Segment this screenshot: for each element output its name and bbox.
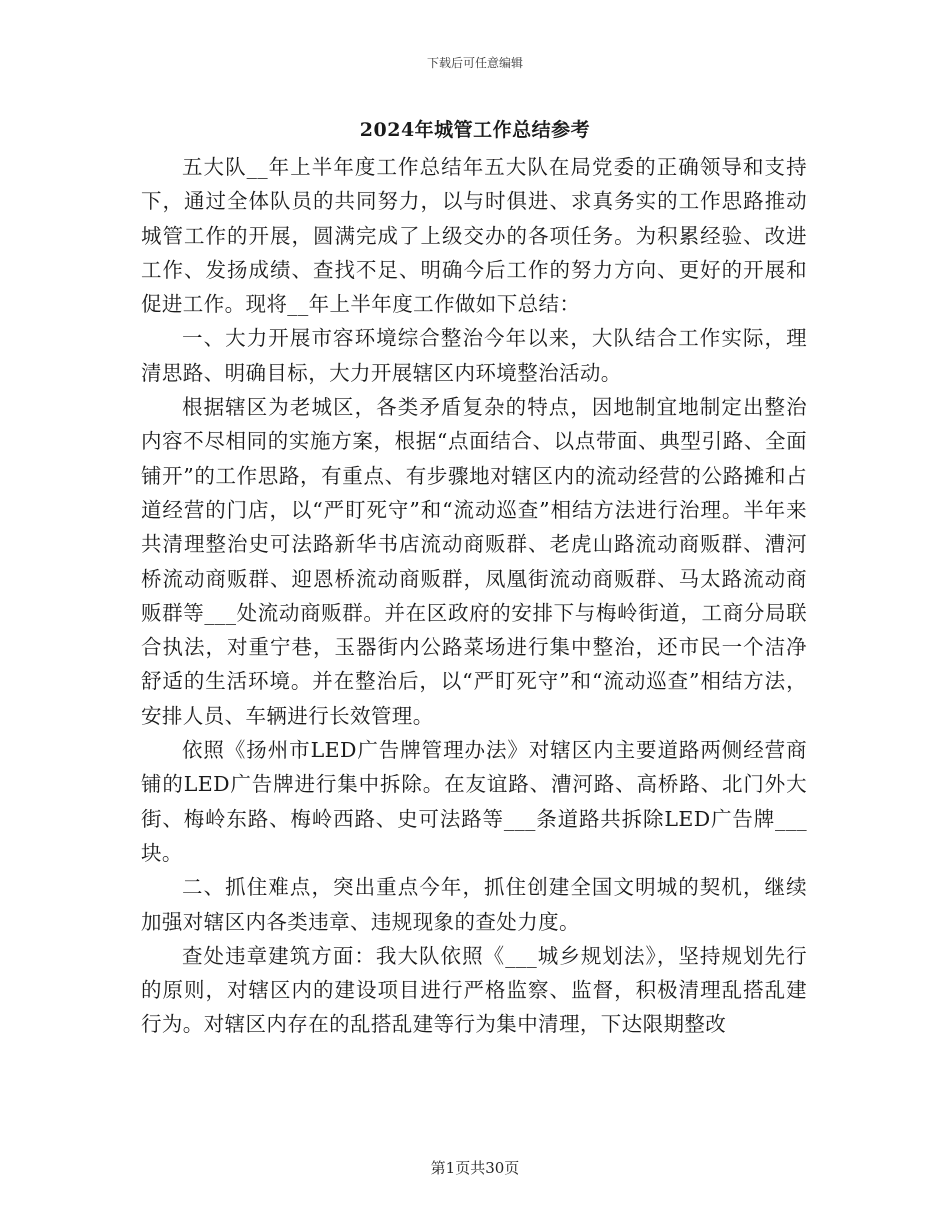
paragraph-street-vendors: 根据辖区为老城区，各类矛盾复杂的特点，因地制宜地制定出整治内容不尽相同的实施方案，根据“点面结合、以点带面、典型引路、全面铺开”的工作思路，有重点、有步骤地对辖区内的流动经营的公路摊和占道经营的门店，以“严盯死守”和“流动巡查”相结方法进行治理。半年来共清理整治史可法路新华书店流动商贩群、老虎山路流动商贩群、漕河桥流动商贩群、迎恩桥流动商贩群，凤凰街流动商贩群、马太路流动商贩群等___处流动商贩群。并在区政府的安排下与梅岭街道，工商分局联合执法，对重宁巷，玉器街内公路菜场进行集中整治，还市民一个洁净舒适的生活环境。并在整治后，以“严盯死守”和“流动巡查”相结方法，安排人员、车辆进行长效管理。 xyxy=(141,395,807,728)
page-footer: 第1页共30页 xyxy=(430,1159,520,1177)
paragraph-section-two: 二、抓住难点，突出重点今年，抓住创建全国文明城的契机，继续加强对辖区内各类违章、违规现象的查处力度。 xyxy=(141,875,807,934)
document-body xyxy=(141,150,807,1042)
paragraph-illegal-buildings: 查处违章建筑方面：我大队依照《___城乡规划法》，坚持规划先行的原则，对辖区内的建设项目进行严格监察、监督，积极清理乱搭乱建行为。对辖区内存在的乱搭乱建等行为集中清理，下达限期整改 xyxy=(141,943,807,1037)
document-title: 2024年城管工作总结参考 xyxy=(359,119,591,141)
paragraph-intro: 五大队__年上半年度工作总结年五大队在局党委的正确领导和支持下，通过全体队员的共同努力，以与时俱进、求真务实的工作思路推动城管工作的开展，圆满完成了上级交办的各项任务。为积累经验、改进工作、发扬成绩、查找不足、明确今后工作的努力方向、更好的开展和促进工作。现将__年上半年度工作做如下总结： xyxy=(141,155,807,317)
page-header: 下载后可任意编辑 xyxy=(426,56,523,70)
paragraph-led-signs: 依照《扬州市LED广告牌管理办法》对辖区内主要道路两侧经营商铺的LED广告牌进行集中拆除。在友谊路、漕河路、高桥路、北门外大街、梅岭东路、梅岭西路、史可法路等___条道路共拆除LED广告牌___块。 xyxy=(141,738,807,865)
paragraph-section-one: 一、大力开展市容环境综合整治今年以来，大队结合工作实际，理清思路、明确目标，大力开展辖区内环境整治活动。 xyxy=(141,326,807,385)
